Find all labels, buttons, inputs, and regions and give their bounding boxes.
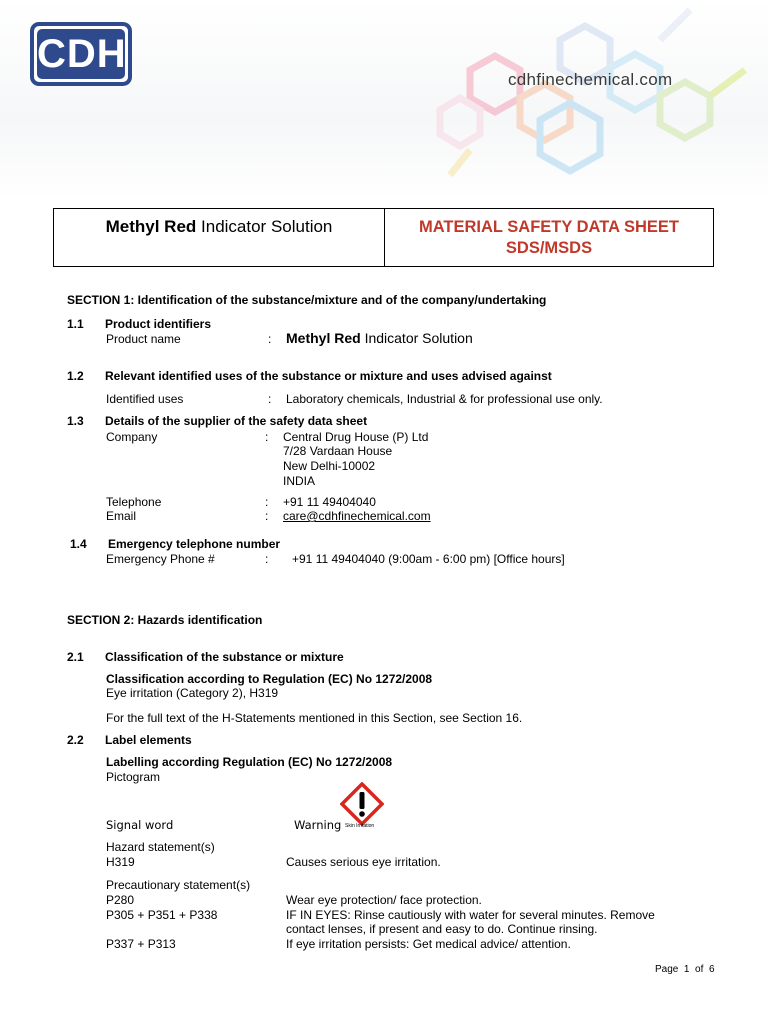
company-line: 7/28 Vardaan House (283, 444, 393, 458)
page-of: of (695, 964, 704, 975)
telephone-label: Telephone (106, 495, 162, 509)
classification-heading: Classification according to Regulation (EC) No 1272/2008 (106, 672, 433, 686)
s11-title: Product identifiers (105, 317, 212, 331)
product-title (54, 209, 385, 266)
p1-text: Wear eye protection/ face protection. (286, 893, 482, 907)
full-text-note: For the full text of the H-Statements mentioned in this Section, see Section 16. (106, 711, 523, 725)
colon: : (265, 430, 269, 444)
colon: : (265, 495, 269, 509)
p3-text: If eye irritation persists: Get medical advice/ attention. (286, 937, 571, 951)
labelling-heading: Labelling according Regulation (EC) No 1272/2008 (106, 755, 393, 769)
h-code: H319 (106, 855, 135, 869)
colon: : (268, 392, 272, 406)
page-total: 6 (708, 964, 715, 975)
page-number (655, 964, 715, 975)
signal-word-value: Warning (294, 818, 342, 832)
identified-uses-label: Identified uses (106, 392, 184, 406)
page-current: 1 (683, 964, 690, 975)
company-label: Company (106, 430, 158, 444)
precautionary-label: Precautionary statement(s) (106, 878, 251, 892)
s13-title: Details of the supplier of the safety data sheet (105, 414, 368, 428)
p3-code: P337 + P313 (106, 937, 176, 951)
product-name-rest: Indicator Solution (360, 330, 473, 346)
product-name-value (286, 330, 473, 347)
s11-number: 1.1 (67, 317, 84, 331)
colon: : (265, 552, 269, 566)
company-line: INDIA (283, 474, 316, 488)
s14-title: Emergency telephone number (108, 537, 281, 551)
colon: : (265, 509, 269, 523)
s21-number: 2.1 (67, 650, 84, 664)
s14-number: 1.4 (70, 537, 87, 551)
title-box (53, 208, 714, 267)
h-text: Causes serious eye irritation. (286, 855, 441, 869)
section1-heading: SECTION 1: Identification of the substance/mixture and of the company/undertaking (67, 293, 547, 307)
p2-text-line1: IF IN EYES: Rinse cautiously with water for several minutes. Remove (286, 908, 655, 922)
classification-value: Eye irritation (Category 2), H319 (106, 686, 279, 700)
signal-word-small-caption: Skin Irritation (345, 823, 375, 829)
s22-number: 2.2 (67, 733, 84, 747)
logo-text: CDH (37, 29, 125, 79)
product-name-bold: Methyl Red (286, 330, 361, 346)
cdh-logo (30, 22, 132, 86)
doc-title-line-2: SDS/MSDS (505, 239, 593, 257)
s21-title: Classification of the substance or mixture (105, 650, 344, 664)
section2-heading: SECTION 2: Hazards identification (67, 613, 263, 627)
document-title (385, 209, 713, 266)
p2-text-line2: contact lenses, if present and easy to do. Continue rinsing. (286, 922, 598, 936)
product-title-bold: Methyl Red (105, 217, 197, 236)
hazard-statements-label: Hazard statement(s) (106, 840, 215, 854)
identified-uses-value: Laboratory chemicals, Industrial & for professional use only. (286, 392, 603, 406)
page-label: Page (655, 964, 679, 975)
s13-number: 1.3 (67, 414, 84, 428)
s12-title: Relevant identified uses of the substance or mixture and uses advised against (105, 369, 552, 383)
s22-title: Label elements (105, 733, 192, 747)
signal-word-label: Signal word (106, 818, 174, 832)
s12-number: 1.2 (67, 369, 84, 383)
exclamation-icon (340, 782, 384, 826)
colon: : (268, 332, 272, 346)
p2-code: P305 + P351 + P338 (106, 908, 218, 922)
telephone-value: +91 11 49404040 (283, 495, 376, 509)
company-line: Central Drug House (P) Ltd (283, 430, 429, 444)
pictogram-label: Pictogram (106, 770, 161, 784)
email-label: Email (106, 509, 137, 523)
website-text: cdhfinechemical.com (508, 70, 673, 89)
emergency-value: +91 11 49404040 (9:00am - 6:00 pm) [Office hours] (292, 552, 565, 566)
p1-code: P280 (106, 893, 135, 907)
company-line: New Delhi-10002 (283, 459, 376, 473)
doc-title-line-1: MATERIAL SAFETY DATA SHEET (418, 218, 680, 236)
emergency-label: Emergency Phone # (106, 552, 215, 566)
product-title-rest: Indicator Solution (196, 217, 333, 236)
email-link[interactable]: care@cdhfinechemical.com (283, 509, 431, 523)
product-name-label: Product name (106, 332, 181, 346)
molecule-decoration (420, 0, 768, 200)
